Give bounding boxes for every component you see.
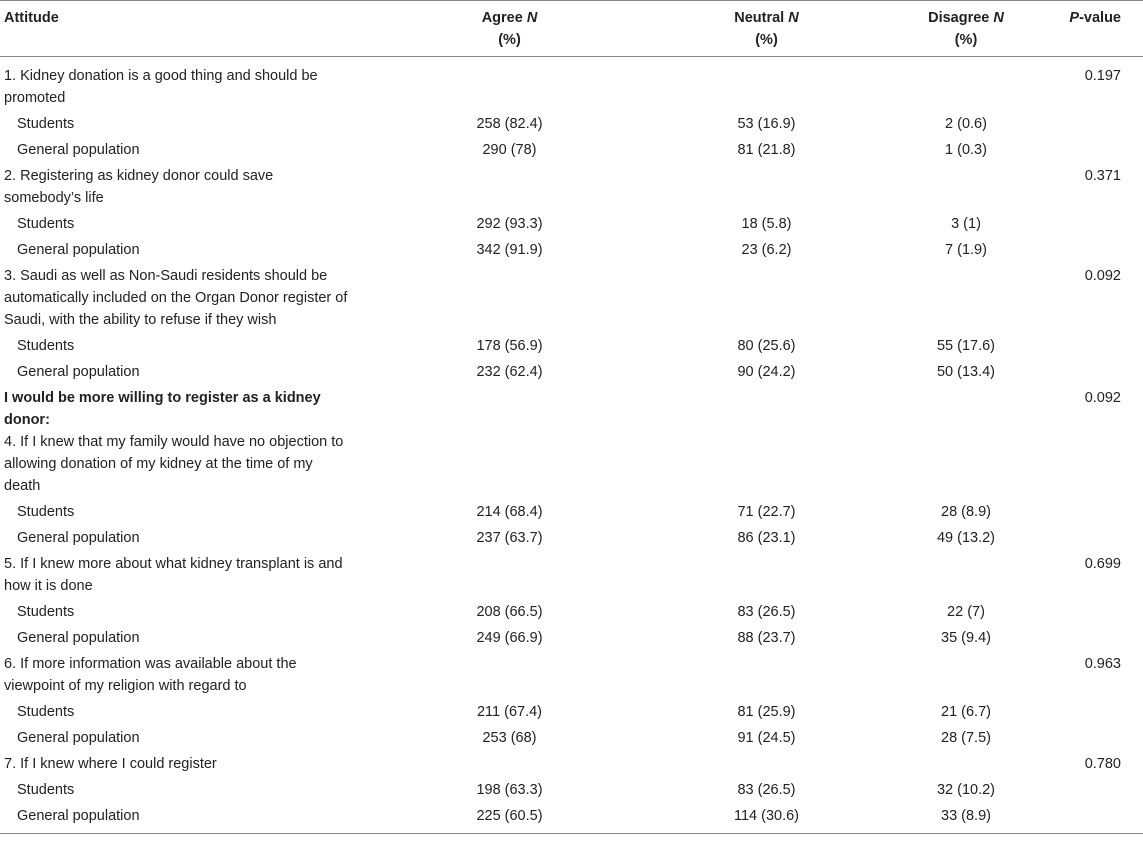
group-label: Students [17,704,75,720]
table-row [0,803,1143,834]
item-label: 2. Registering as kidney donor could save somebody’s life [4,168,274,206]
header-p-value: P-value [1069,10,1121,26]
group-label: Students [17,338,75,354]
group-label: General population [17,364,140,380]
agree-cell: 232 (62.4) [476,364,543,380]
p-value: 0.092 [1084,390,1121,406]
disagree-cell: 55 (17.6) [936,338,996,354]
item-row [0,385,1143,499]
agree-cell: 214 (68.4) [476,504,543,520]
item-label: 5. If I knew more about what kidney transplant is and how it is done [4,556,343,594]
item-label [0,385,353,499]
disagree-cell: 21 (6.7) [941,704,991,720]
group-label: General population [17,242,140,258]
table-row [0,599,1143,625]
table-row [0,111,1143,137]
item-label: 7. If I knew where I could register [4,756,217,772]
p-value: 0.371 [1084,168,1121,184]
group-label: Students [17,504,75,520]
table-row [0,625,1143,651]
item-row [0,57,1143,112]
item-row [0,551,1143,599]
table-row [0,725,1143,751]
disagree-cell: 32 (10.2) [936,782,996,798]
neutral-cell: 88 (23.7) [737,630,796,646]
group-label: General population [17,142,140,158]
table-row [0,137,1143,163]
table-row [0,777,1143,803]
disagree-cell: 49 (13.2) [936,530,996,546]
neutral-cell: 81 (25.9) [737,704,796,720]
neutral-cell: 83 (26.5) [737,782,796,798]
disagree-cell: 35 (9.4) [941,630,991,646]
neutral-cell: 114 (30.6) [733,808,800,824]
section-heading: I would be more willing to register as a kidney donor: [4,390,321,428]
item-label: 6. If more information was available about the viewpoint of my religion with regard to [4,656,297,694]
item-row [0,751,1143,777]
group-label: Students [17,216,75,232]
neutral-cell: 90 (24.2) [737,364,796,380]
agree-cell: 198 (63.3) [476,782,543,798]
agree-cell: 290 (78) [482,142,537,158]
disagree-cell: 33 (8.9) [941,808,991,824]
item-text: 4. If I knew that my family would have no objection to allowing donation of my kidney at the time of my death [4,434,344,494]
agree-cell: 237 (63.7) [476,530,543,546]
disagree-cell: 3 (1) [951,216,981,232]
disagree-cell: 28 (7.5) [941,730,991,746]
header-neutral: Neutral N (%) [734,10,799,48]
disagree-cell: 1 (0.3) [945,142,987,158]
p-value: 0.699 [1084,556,1121,572]
header-agree: Agree N (%) [481,10,538,48]
neutral-cell: 86 (23.1) [737,530,796,546]
neutral-cell: 71 (22.7) [737,504,796,520]
disagree-cell: 22 (7) [947,604,985,620]
agree-cell: 292 (93.3) [476,216,543,232]
table-row [0,211,1143,237]
p-value: 0.092 [1084,268,1121,284]
p-value: 0.963 [1084,656,1121,672]
neutral-cell: 53 (16.9) [737,116,796,132]
item-label: 1. Kidney donation is a good thing and should be promoted [4,68,318,106]
neutral-cell: 83 (26.5) [737,604,796,620]
header-row [0,1,1143,57]
neutral-cell: 80 (25.6) [737,338,796,354]
table-row [0,333,1143,359]
p-value: 0.780 [1084,756,1121,772]
disagree-cell: 2 (0.6) [945,116,987,132]
table-row [0,237,1143,263]
group-label: General population [17,530,140,546]
agree-cell: 178 (56.9) [476,338,543,354]
neutral-cell: 91 (24.5) [737,730,796,746]
group-label: Students [17,782,75,798]
header-attitude: Attitude [4,10,59,26]
agree-cell: 249 (66.9) [476,630,543,646]
group-label: General population [17,630,140,646]
group-label: Students [17,116,75,132]
header-disagree: Disagree N (%) [928,10,1004,48]
neutral-cell: 81 (21.8) [737,142,796,158]
group-label: General population [17,730,140,746]
disagree-cell: 28 (8.9) [941,504,991,520]
agree-cell: 208 (66.5) [476,604,543,620]
item-label: 3. Saudi as well as Non-Saudi residents should be automatically included on the Organ Donor register of Saudi, with the ability to refuse if they wish [4,268,348,328]
neutral-cell: 23 (6.2) [741,242,792,258]
agree-cell: 258 (82.4) [476,116,543,132]
item-row [0,263,1143,333]
agree-cell: 225 (60.5) [476,808,543,824]
table-row [0,359,1143,385]
table-row [0,525,1143,551]
item-row [0,651,1143,699]
disagree-cell: 7 (1.9) [945,242,987,258]
group-label: Students [17,604,75,620]
table-row [0,699,1143,725]
agree-cell: 253 (68) [482,730,537,746]
agree-cell: 342 (91.9) [476,242,543,258]
neutral-cell: 18 (5.8) [741,216,792,232]
group-label: General population [17,808,140,824]
item-row [0,163,1143,211]
p-value: 0.197 [1084,68,1121,84]
table-row [0,499,1143,525]
disagree-cell: 50 (13.4) [936,364,996,380]
agree-cell: 211 (67.4) [476,704,543,720]
